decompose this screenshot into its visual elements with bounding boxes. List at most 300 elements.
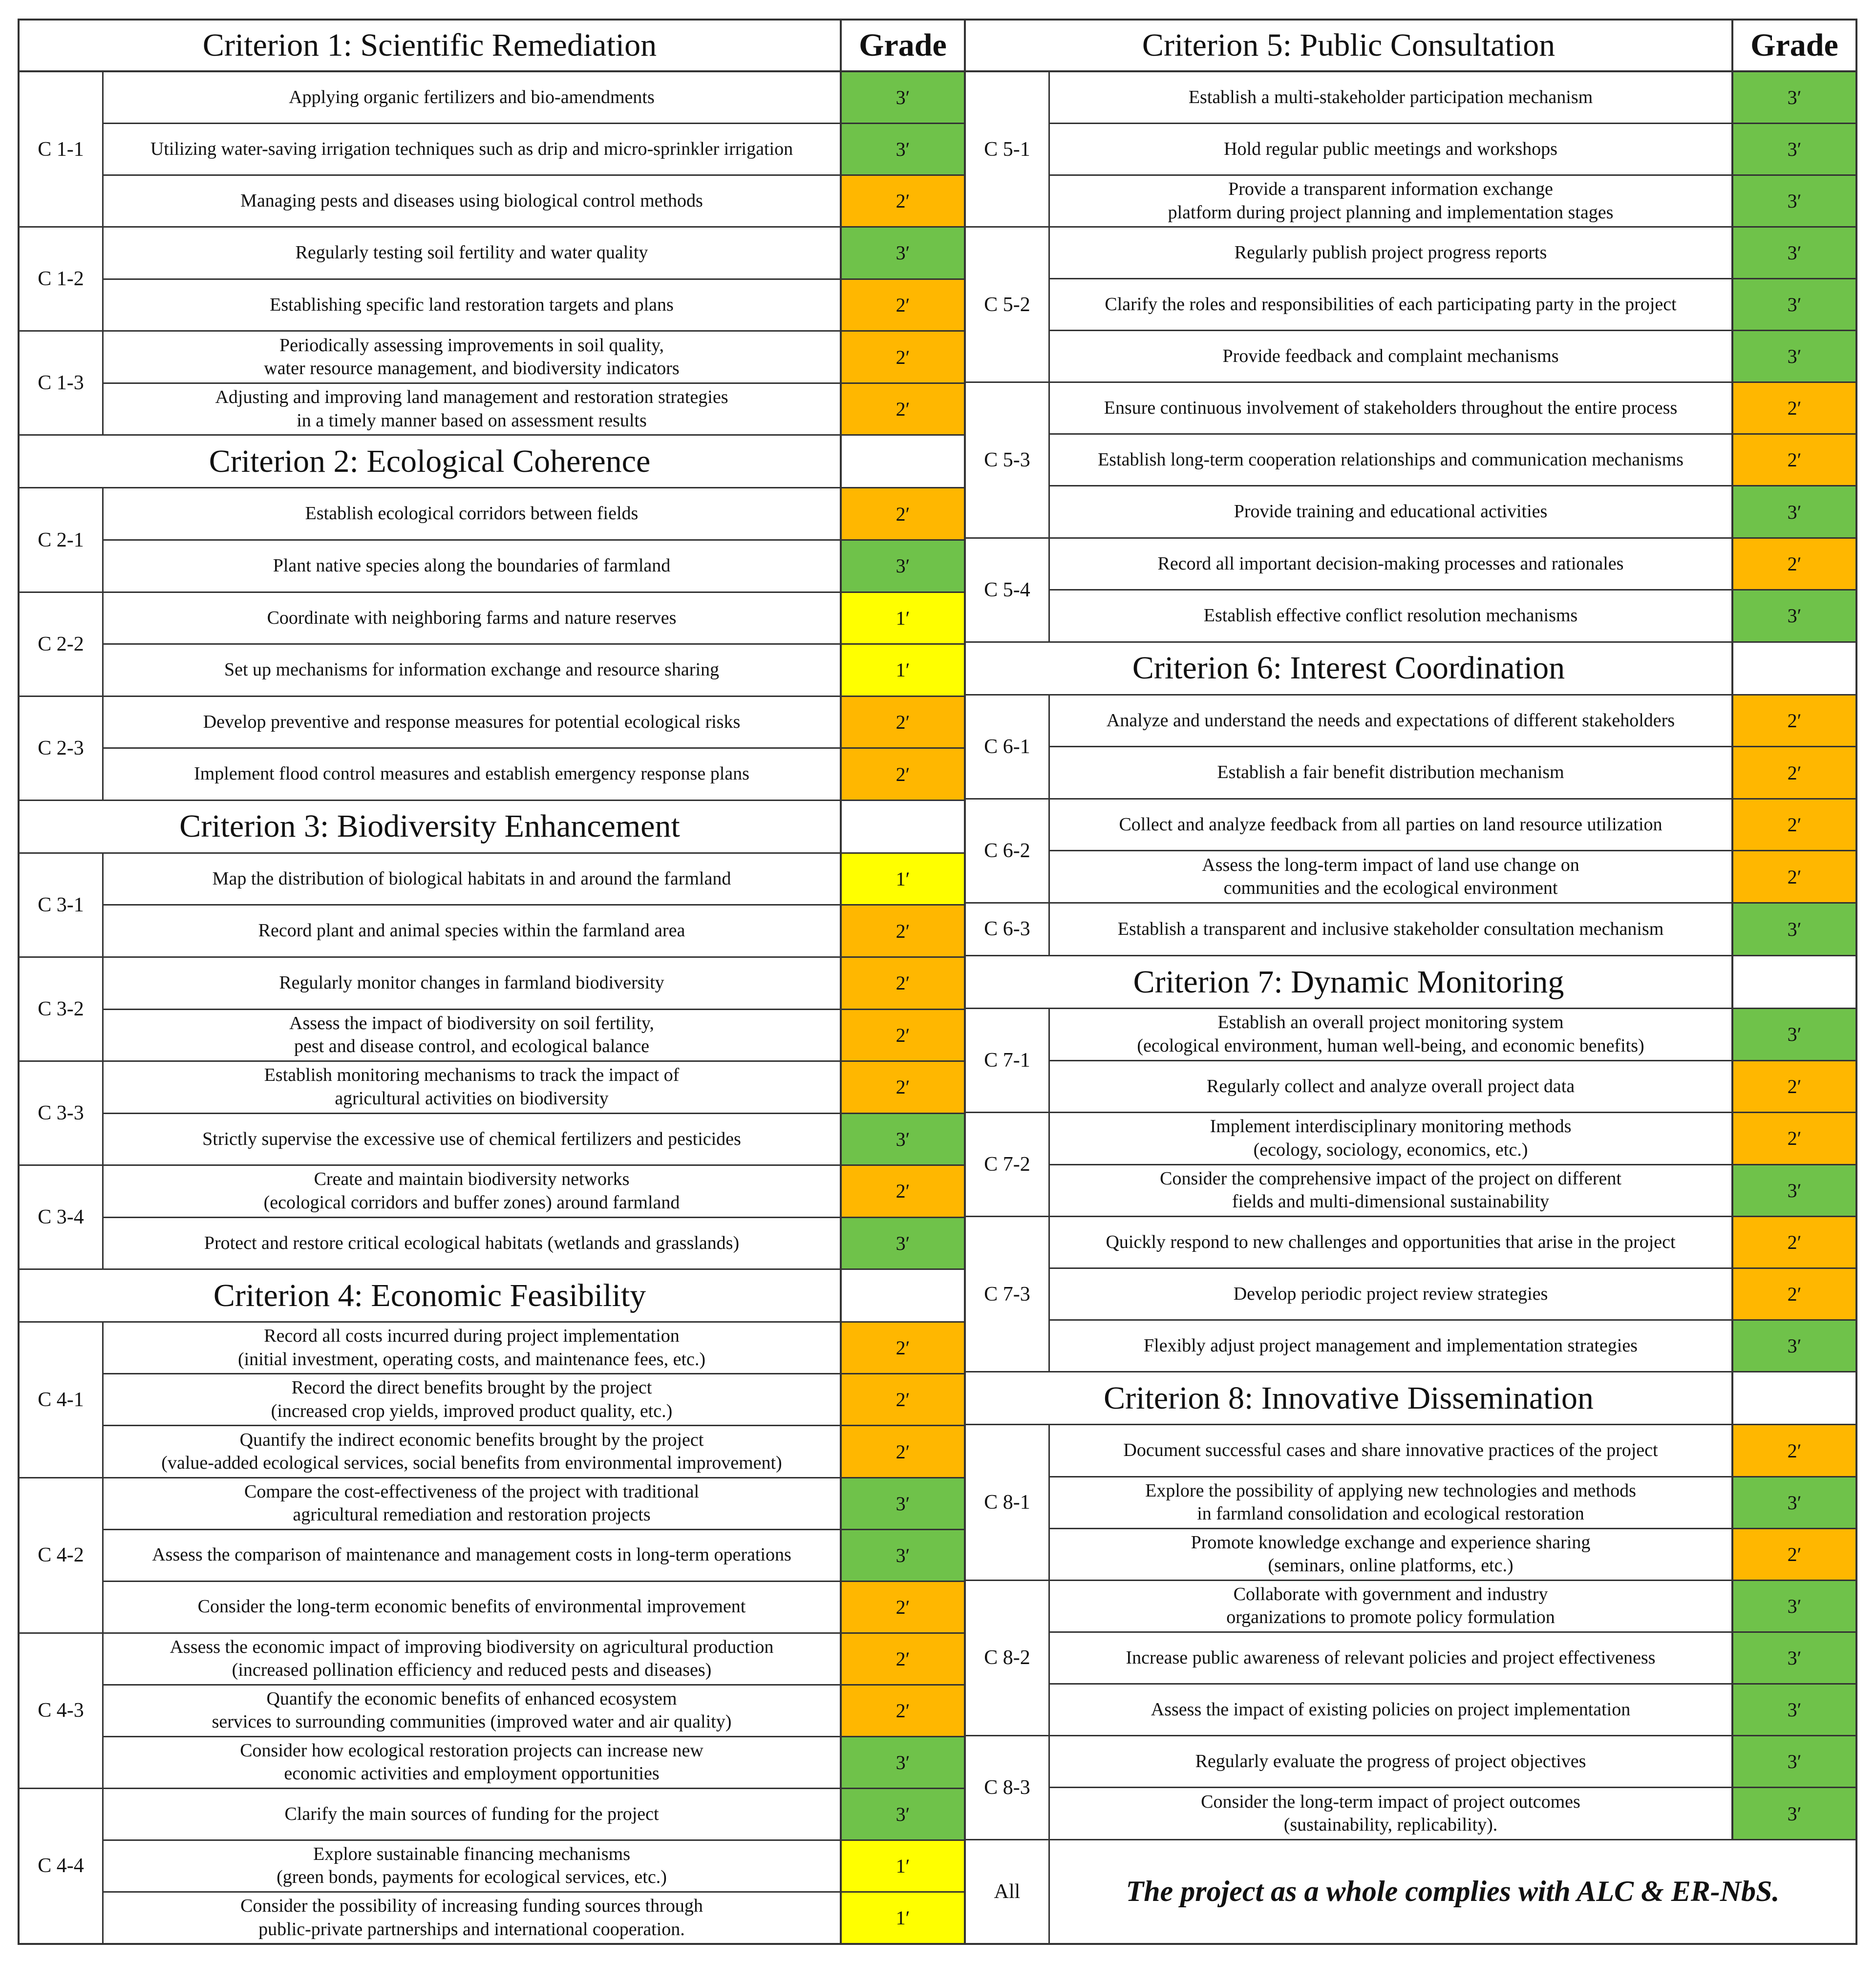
indicator-row <box>1050 228 1855 279</box>
indicator-text: Consider the comprehensive impact of the project on different fields and multi-dimensional sustainability <box>1160 1168 1621 1212</box>
indicator-row <box>1050 591 1855 641</box>
criterion-title: Criterion 3: Biodiversity Enhancement <box>179 808 680 844</box>
indicator-row <box>104 124 964 176</box>
indicator-row <box>104 280 964 331</box>
criterion-group <box>20 332 964 436</box>
indicator-text: Ensure continuous involvement of stakeholders throughout the entire process <box>1104 398 1678 419</box>
indicator-row <box>104 1114 964 1165</box>
group-items <box>1050 1581 1855 1735</box>
criterion-group <box>966 800 1855 904</box>
indicator-text: Record plant and animal species within the farmland area <box>258 920 685 941</box>
indicator-text: Clarify the roles and responsibilities of each participating party in the project <box>1105 294 1677 315</box>
group-items <box>1050 904 1855 955</box>
criterion-group <box>966 383 1855 538</box>
group-id: C 8-3 <box>966 1736 1050 1839</box>
indicator-text: Develop periodic project review strategies <box>1233 1284 1548 1305</box>
grade-cell: 2′ <box>840 1166 964 1217</box>
indicator-row <box>1050 383 1855 435</box>
indicator-text: Establish an overall project monitoring system (ecological environment, human well-being, and economic benefits) <box>1137 1012 1644 1056</box>
indicator-text: Applying organic fertilizers and bio-amendments <box>289 86 655 107</box>
group-id: C 2-2 <box>20 593 104 696</box>
indicator-text: Compare the cost-effectiveness of the project with traditional agricultural remediation and restoration projects <box>244 1481 700 1525</box>
indicator-text: Assess the long-term impact of land use change on communities and the ecological environment <box>1202 854 1579 899</box>
indicator-row <box>1050 1581 1855 1633</box>
indicator-text: Implement flood control measures and establish emergency response plans <box>194 763 749 784</box>
grade-cell: 3′ <box>840 541 964 591</box>
indicator-text: Hold regular public meetings and workshops <box>1224 138 1557 159</box>
indicator-row <box>104 1426 964 1477</box>
grade-cell: 2′ <box>1731 800 1855 850</box>
evaluation-table <box>18 19 1857 1945</box>
indicator-row <box>104 1841 964 1893</box>
indicator-text: Consider how ecological restoration projects can increase new economic activities and employment opportunities <box>240 1740 704 1784</box>
indicator-row <box>104 749 964 800</box>
indicator-row <box>104 1893 964 1943</box>
group-id: C 3-1 <box>20 854 104 956</box>
indicator-text: Set up mechanisms for information exchange and resource sharing <box>224 659 719 680</box>
grade-cell: 3′ <box>1731 279 1855 330</box>
indicator-text: Record all important decision-making processes and rationales <box>1157 553 1624 574</box>
indicator-row <box>1050 904 1855 955</box>
indicator-text: Explore the possibility of applying new technologies and methods in farmland consolidation and ecological restoration <box>1145 1480 1636 1524</box>
criterion-group <box>20 958 964 1062</box>
grade-cell: 2′ <box>1731 435 1855 485</box>
indicator-row <box>104 332 964 384</box>
grade-cell: 3′ <box>1731 904 1855 955</box>
indicator-text: Assess the impact of existing policies on project implementation <box>1151 1699 1631 1720</box>
indicator-text: Assess the comparison of maintenance and management costs in long-term operations <box>152 1544 791 1565</box>
criterion-group <box>20 72 964 228</box>
indicator-text: Regularly collect and analyze overall project data <box>1206 1076 1575 1097</box>
indicator-row <box>1050 279 1855 331</box>
grade-cell: 3′ <box>1731 1477 1855 1528</box>
grade-cell: 3′ <box>1731 124 1855 174</box>
criterion-group <box>20 1062 964 1166</box>
criterion-group <box>966 696 1855 800</box>
indicator-row <box>104 384 964 435</box>
grade-cell: 3′ <box>1731 1736 1855 1787</box>
grade-cell: 3′ <box>1731 1633 1855 1683</box>
group-items <box>1050 72 1855 226</box>
grade-cell: 3′ <box>1731 1581 1855 1631</box>
grade-cell: 2′ <box>1731 747 1855 798</box>
indicator-row <box>104 1789 964 1841</box>
grade-cell: 3′ <box>840 228 964 278</box>
grade-cell: 1′ <box>840 645 964 696</box>
indicator-text: Establish effective conflict resolution mechanisms <box>1203 605 1578 626</box>
grade-cell: 2′ <box>840 280 964 331</box>
group-items <box>104 332 964 434</box>
indicator-row <box>1050 747 1855 798</box>
group-id: C 3-2 <box>20 958 104 1060</box>
indicator-row <box>1050 1477 1855 1529</box>
group-items <box>1050 1113 1855 1216</box>
indicator-row <box>1050 1165 1855 1216</box>
criterion-row <box>20 436 964 488</box>
criterion-group <box>20 1478 964 1634</box>
indicator-row <box>1050 72 1855 124</box>
group-id: C 4-3 <box>20 1634 104 1788</box>
indicator-text: Map the distribution of biological habitats in and around the farmland <box>212 868 731 889</box>
indicator-row <box>1050 1425 1855 1477</box>
group-items <box>104 488 964 591</box>
group-items <box>104 854 964 956</box>
indicator-row <box>1050 1633 1855 1685</box>
grade-cell: 3′ <box>1731 72 1855 123</box>
indicator-text: Increase public awareness of relevant policies and project effectiveness <box>1126 1647 1656 1668</box>
left-header-title: Criterion 1: Scientific Remediation <box>202 27 657 63</box>
indicator-row <box>104 541 964 591</box>
indicator-row <box>104 1374 964 1426</box>
grade-cell: 3′ <box>1731 1321 1855 1371</box>
group-id: C 7-3 <box>966 1217 1050 1371</box>
group-items <box>104 1478 964 1632</box>
criterion-grade-blank <box>840 801 964 852</box>
grade-cell: 2′ <box>840 906 964 956</box>
criterion-title: Criterion 7: Dynamic Monitoring <box>1133 964 1564 1000</box>
indicator-row <box>104 593 964 645</box>
right-header <box>966 21 1855 72</box>
criterion-group <box>966 72 1855 228</box>
indicator-text: Strictly supervise the excessive use of chemical fertilizers and pesticides <box>202 1128 741 1149</box>
criterion-group <box>20 1166 964 1270</box>
grade-cell: 3′ <box>840 1478 964 1529</box>
group-id: C 6-1 <box>966 696 1050 798</box>
indicator-text: Managing pests and diseases using biological control methods <box>240 190 703 211</box>
criterion-grade-blank <box>1731 643 1855 694</box>
indicator-row <box>1050 331 1855 381</box>
indicator-text: Quickly respond to new challenges and opportunities that arise in the project <box>1106 1232 1676 1253</box>
indicator-text: Regularly publish project progress reports <box>1234 242 1547 263</box>
criterion-row <box>966 956 1855 1009</box>
grade-cell: 2′ <box>1731 1217 1855 1267</box>
grade-cell: 2′ <box>840 384 964 435</box>
grade-cell: 1′ <box>840 1893 964 1943</box>
group-items <box>104 1062 964 1164</box>
indicator-row <box>104 854 964 906</box>
grade-cell: 2′ <box>1731 1529 1855 1580</box>
group-id: C 2-3 <box>20 697 104 800</box>
indicator-text: Create and maintain biodiversity networks (ecological corridors and buffer zones) around farmland <box>263 1169 680 1213</box>
right-table-body <box>966 72 1855 1943</box>
indicator-row <box>1050 539 1855 591</box>
indicator-text: Consider the long-term impact of project outcomes (sustainability, replicability). <box>1201 1791 1580 1835</box>
indicator-row <box>1050 1736 1855 1789</box>
indicator-row <box>1050 1321 1855 1371</box>
group-items <box>104 1789 964 1943</box>
criterion-title: Criterion 6: Interest Coordination <box>1132 650 1565 686</box>
indicator-text: Collect and analyze feedback from all parties on land resource utilization <box>1119 814 1663 835</box>
grade-cell: 2′ <box>1731 696 1855 746</box>
indicator-row <box>1050 696 1855 748</box>
criterion-group <box>966 539 1855 643</box>
indicator-row <box>104 1686 964 1737</box>
grade-cell: 2′ <box>840 176 964 226</box>
indicator-text: Protect and restore critical ecological habitats (wetlands and grasslands) <box>204 1232 740 1253</box>
grade-cell: 2′ <box>1731 1269 1855 1319</box>
grade-cell: 3′ <box>1731 331 1855 381</box>
criterion-group <box>20 697 964 801</box>
criterion-grade-blank <box>1731 1372 1855 1424</box>
group-items <box>104 697 964 800</box>
group-items <box>1050 1425 1855 1579</box>
grade-cell: 2′ <box>840 1686 964 1736</box>
indicator-text: Quantify the economic benefits of enhanced ecosystem services to surrounding communities (improved water and air quality) <box>212 1688 732 1732</box>
grade-cell: 2′ <box>840 1634 964 1684</box>
grade-cell: 2′ <box>840 1010 964 1061</box>
indicator-text: Establish a multi-stakeholder participation mechanism <box>1188 86 1593 107</box>
indicator-row <box>104 697 964 749</box>
group-id: C 2-1 <box>20 488 104 591</box>
grade-cell: 2′ <box>840 1062 964 1113</box>
group-id: C 8-1 <box>966 1425 1050 1579</box>
grade-cell: 2′ <box>840 697 964 748</box>
indicator-row <box>104 1062 964 1114</box>
group-items <box>1050 383 1855 537</box>
indicator-row <box>1050 435 1855 486</box>
criterion-title: Criterion 8: Innovative Dissemination <box>1104 1380 1594 1416</box>
group-id: C 4-1 <box>20 1323 104 1477</box>
indicator-text: Establish monitoring mechanisms to track the impact of agricultural activities on biodiversity <box>264 1065 680 1109</box>
grade-cell: 3′ <box>1731 1685 1855 1735</box>
left-column <box>20 21 966 1943</box>
grade-cell: 2′ <box>840 1323 964 1373</box>
criterion-row <box>966 1372 1855 1425</box>
grade-cell: 3′ <box>1731 228 1855 278</box>
indicator-row <box>104 1166 964 1218</box>
indicator-text: Clarify the main sources of funding for the project <box>284 1803 659 1824</box>
indicator-row <box>104 1737 964 1788</box>
criterion-group <box>966 1217 1855 1372</box>
group-items <box>104 72 964 226</box>
group-items <box>1050 1009 1855 1112</box>
group-id: C 7-2 <box>966 1113 1050 1216</box>
group-id: C 3-3 <box>20 1062 104 1164</box>
indicator-row <box>104 1530 964 1582</box>
indicator-row <box>1050 1061 1855 1112</box>
indicator-text: Collaborate with government and industry organizations to promote policy formulation <box>1226 1583 1555 1628</box>
grade-cell: 2′ <box>840 1582 964 1632</box>
grade-cell: 3′ <box>840 1218 964 1269</box>
indicator-row <box>104 1010 964 1061</box>
indicator-row <box>104 488 964 541</box>
indicator-row <box>1050 486 1855 537</box>
grade-cell: 3′ <box>1731 591 1855 641</box>
right-column <box>966 21 1855 1943</box>
indicator-row <box>104 176 964 226</box>
grade-cell: 2′ <box>1731 1113 1855 1164</box>
grade-cell: 2′ <box>1731 539 1855 590</box>
grade-cell: 1′ <box>840 593 964 644</box>
summary-id: All <box>966 1840 1050 1943</box>
criterion-group <box>20 1789 964 1943</box>
grade-cell: 3′ <box>840 72 964 123</box>
criterion-group <box>966 228 1855 383</box>
criterion-group <box>966 1009 1855 1113</box>
indicator-text: Develop preventive and response measures for potential ecological risks <box>203 711 741 732</box>
indicator-row <box>104 1323 964 1374</box>
grade-cell: 2′ <box>840 958 964 1009</box>
right-header-title: Criterion 5: Public Consultation <box>1142 27 1556 63</box>
indicator-text: Establish a fair benefit distribution mechanism <box>1217 762 1564 783</box>
indicator-text: Record all costs incurred during project implementation (initial investment, operating costs, and maintenance fees, etc.) <box>237 1326 706 1370</box>
criterion-group <box>966 904 1855 956</box>
indicator-row <box>1050 1529 1855 1580</box>
group-items <box>1050 228 1855 381</box>
group-id: C 6-2 <box>966 800 1050 902</box>
group-id: C 1-3 <box>20 332 104 434</box>
group-items <box>104 1166 964 1268</box>
grade-cell: 2′ <box>840 332 964 382</box>
indicator-text: Plant native species along the boundaries of farmland <box>273 555 671 576</box>
indicator-text: Establishing specific land restoration targets and plans <box>270 294 674 315</box>
group-id: C 5-3 <box>966 383 1050 537</box>
indicator-text: Provide training and educational activities <box>1234 501 1548 522</box>
criterion-group <box>966 1425 1855 1581</box>
left-header <box>20 21 964 72</box>
criterion-title: Criterion 4: Economic Feasibility <box>213 1277 646 1313</box>
indicator-row <box>1050 800 1855 852</box>
left-table-body <box>20 72 964 1943</box>
grade-cell: 1′ <box>840 1841 964 1891</box>
indicator-row <box>104 1478 964 1530</box>
grade-cell: 3′ <box>840 1530 964 1581</box>
criterion-group <box>966 1736 1855 1840</box>
grade-cell: 3′ <box>1731 1788 1855 1839</box>
indicator-text: Consider the possibility of increasing funding sources through public-private partnerships and international cooperation. <box>240 1896 703 1940</box>
indicator-row <box>1050 176 1855 226</box>
group-items <box>104 593 964 696</box>
criterion-group <box>966 1113 1855 1217</box>
group-items <box>104 1634 964 1788</box>
grade-cell: 3′ <box>840 1737 964 1788</box>
criterion-grade-blank <box>840 436 964 487</box>
criterion-group <box>20 1634 964 1789</box>
indicator-text: Record the direct benefits brought by the project (increased crop yields, improved product quality, etc.) <box>271 1377 673 1421</box>
criterion-group <box>966 1581 1855 1736</box>
grade-cell: 3′ <box>840 1789 964 1839</box>
group-id: C 4-4 <box>20 1789 104 1943</box>
grade-cell: 2′ <box>1731 1425 1855 1476</box>
indicator-row <box>1050 1788 1855 1839</box>
indicator-text: Implement interdisciplinary monitoring methods (ecology, sociology, economics, etc.) <box>1210 1116 1572 1160</box>
group-id: C 5-1 <box>966 72 1050 226</box>
criterion-group <box>20 228 964 332</box>
summary-row <box>966 1840 1855 1943</box>
group-items <box>1050 1217 1855 1371</box>
grade-cell: 3′ <box>1731 486 1855 537</box>
indicator-row <box>1050 851 1855 902</box>
indicator-text: Flexibly adjust project management and implementation strategies <box>1144 1335 1638 1356</box>
indicator-row <box>104 72 964 124</box>
group-id: C 1-2 <box>20 228 104 330</box>
indicator-row <box>1050 1269 1855 1321</box>
criterion-row <box>966 643 1855 696</box>
grade-cell: 2′ <box>840 488 964 539</box>
grade-cell: 3′ <box>1731 1165 1855 1216</box>
indicator-row <box>104 906 964 956</box>
group-items <box>1050 696 1855 798</box>
grade-cell: 2′ <box>1731 851 1855 902</box>
group-items <box>1050 800 1855 902</box>
criterion-group <box>20 593 964 697</box>
indicator-text: Establish ecological corridors between fields <box>305 503 639 524</box>
indicator-text: Assess the economic impact of improving biodiversity on agricultural production (increased pollination efficiency and reduced pests and diseases) <box>170 1636 774 1681</box>
right-grade-header: Grade <box>1731 21 1855 70</box>
indicator-row <box>104 1582 964 1632</box>
indicator-text: Utilizing water-saving irrigation techniques such as drip and micro-sprinkler irrigation <box>150 138 793 159</box>
group-id: C 3-4 <box>20 1166 104 1268</box>
criterion-title: Criterion 2: Ecological Coherence <box>209 443 651 479</box>
indicator-text: Establish a transparent and inclusive stakeholder consultation mechanism <box>1117 918 1664 939</box>
group-id: C 5-2 <box>966 228 1050 381</box>
indicator-row <box>1050 124 1855 176</box>
criterion-row <box>20 801 964 854</box>
indicator-text: Adjusting and improving land management and restoration strategies in a timely manner based on assessment results <box>215 387 728 431</box>
grade-cell: 3′ <box>1731 176 1855 226</box>
indicator-text: Coordinate with neighboring farms and nature reserves <box>267 607 677 628</box>
criterion-group <box>20 1323 964 1478</box>
grade-cell: 2′ <box>840 1426 964 1477</box>
criterion-grade-blank <box>840 1270 964 1321</box>
criterion-group <box>20 488 964 592</box>
grade-cell: 2′ <box>1731 383 1855 433</box>
grade-cell: 3′ <box>1731 1009 1855 1060</box>
group-id: C 7-1 <box>966 1009 1050 1112</box>
group-items <box>1050 539 1855 641</box>
indicator-text: Regularly monitor changes in farmland biodiversity <box>279 972 664 993</box>
group-id: C 8-2 <box>966 1581 1050 1735</box>
criterion-grade-blank <box>1731 956 1855 1008</box>
indicator-row <box>104 228 964 280</box>
indicator-text: Provide a transparent information exchange platform during project planning and implementation stages <box>1168 179 1614 223</box>
indicator-text: Explore sustainable financing mechanisms (green bonds, payments for ecological services, etc.) <box>277 1843 667 1888</box>
group-items <box>104 1323 964 1477</box>
indicator-row <box>1050 1009 1855 1061</box>
grade-cell: 3′ <box>840 124 964 174</box>
group-id: C 4-2 <box>20 1478 104 1632</box>
indicator-text: Document successful cases and share innovative practices of the project <box>1123 1440 1658 1461</box>
indicator-row <box>104 1634 964 1686</box>
indicator-row <box>1050 1685 1855 1735</box>
group-items <box>1050 1736 1855 1839</box>
indicator-row <box>104 958 964 1010</box>
group-id: C 6-3 <box>966 904 1050 955</box>
grade-cell: 3′ <box>840 1114 964 1165</box>
group-id: C 5-4 <box>966 539 1050 641</box>
grade-cell: 2′ <box>840 749 964 800</box>
indicator-row <box>1050 1217 1855 1269</box>
indicator-text: Establish long-term cooperation relationships and communication mechanisms <box>1098 449 1684 470</box>
grade-cell: 1′ <box>840 854 964 905</box>
indicator-row <box>104 1218 964 1269</box>
indicator-text: Provide feedback and complaint mechanisms <box>1222 346 1559 367</box>
indicator-text: Analyze and understand the needs and expectations of different stakeholders <box>1106 710 1675 731</box>
grade-cell: 2′ <box>840 1374 964 1425</box>
indicator-text: Promote knowledge exchange and experience sharing (seminars, online platforms, etc.) <box>1191 1532 1591 1576</box>
indicator-text: Quantify the indirect economic benefits brought by the project (value-added ecological services, social benefits from environmental improvement) <box>161 1429 782 1473</box>
indicator-text: Periodically assessing improvements in soil quality, water resource management, and biodiversity indicators <box>264 335 680 379</box>
left-grade-header: Grade <box>840 21 964 70</box>
group-items <box>104 958 964 1060</box>
group-items <box>104 228 964 330</box>
indicator-text: Assess the impact of biodiversity on soil fertility, pest and disease control, and ecological balance <box>289 1013 654 1057</box>
indicator-text: Regularly testing soil fertility and water quality <box>295 242 648 263</box>
group-id: C 1-1 <box>20 72 104 226</box>
indicator-text: Regularly evaluate the progress of project objectives <box>1195 1751 1586 1772</box>
criterion-group <box>20 854 964 958</box>
summary-text: The project as a whole complies with ALC & ER-NbS. <box>1126 1875 1780 1908</box>
